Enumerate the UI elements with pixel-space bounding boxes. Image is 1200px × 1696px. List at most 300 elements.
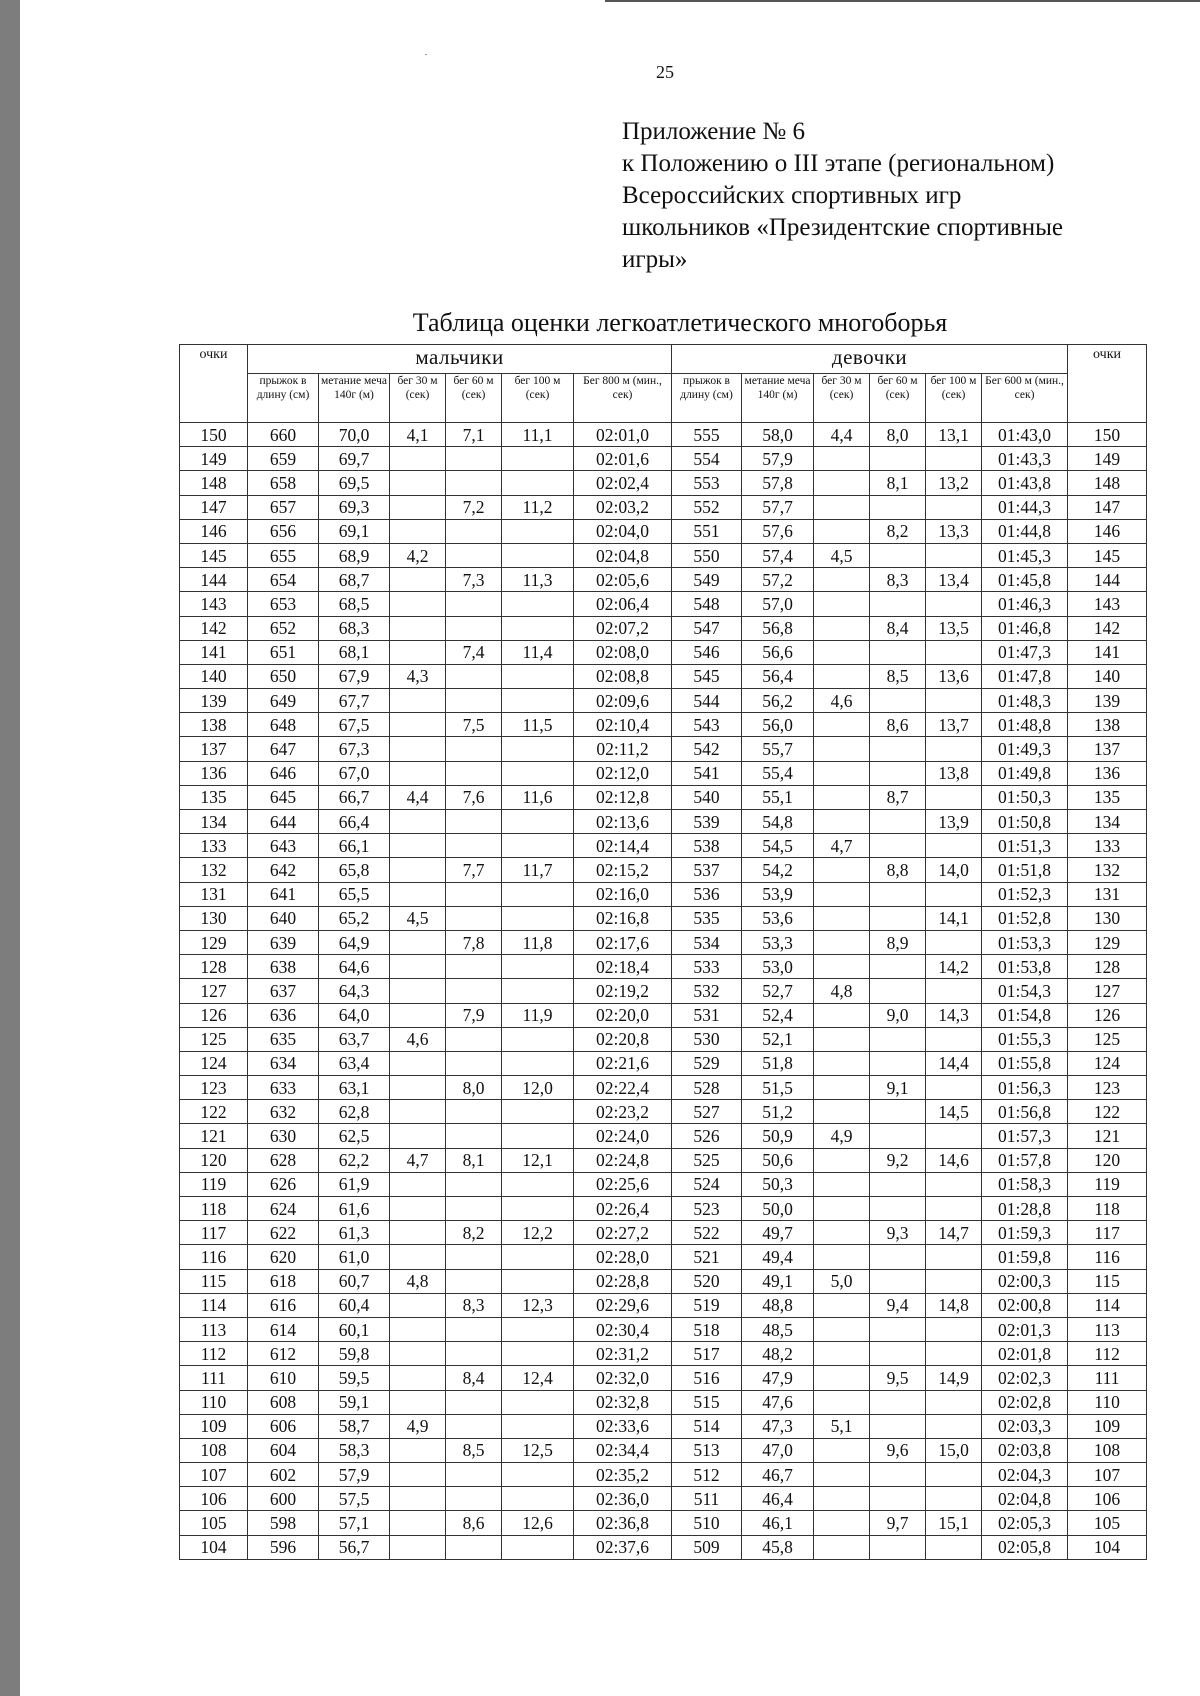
boys-column-header: метание меча 140г (м) [319,374,390,423]
table-cell: 4,1 [390,423,446,447]
table-cell [814,1100,870,1124]
table-cell [446,810,502,834]
table-cell: 12,6 [502,1511,574,1535]
table-cell [390,737,446,761]
boys-column-header: Бег 800 м (мин., сек) [574,374,672,423]
table-cell: 138 [180,713,248,737]
table-cell: 7,1 [446,423,502,447]
table-cell [870,1535,926,1559]
table-cell: 02:04,0 [574,519,672,543]
table-cell: 56,7 [319,1535,390,1559]
table-cell: 01:55,8 [982,1051,1068,1075]
table-cell: 48,2 [742,1342,814,1366]
table-cell: 118 [180,1197,248,1221]
table-cell: 01:45,3 [982,543,1068,567]
table-cell: 57,6 [742,519,814,543]
table-cell: 57,8 [742,471,814,495]
table-cell [814,1221,870,1245]
table-cell [446,471,502,495]
table-cell: 61,0 [319,1245,390,1269]
table-cell: 148 [1068,471,1147,495]
table-cell [502,1197,574,1221]
table-cell: 50,3 [742,1172,814,1196]
boys-column-header: бег 60 м (сек) [446,374,502,423]
table-cell: 529 [672,1051,742,1075]
table-cell [926,495,982,519]
table-cell [390,471,446,495]
table-cell: 02:17,6 [574,930,672,954]
table-cell: 117 [180,1221,248,1245]
table-cell [814,1027,870,1051]
table-cell: 9,4 [870,1293,926,1317]
table-cell [814,1511,870,1535]
table-cell: 511 [672,1487,742,1511]
table-row [180,1245,1147,1269]
table-cell: 115 [1068,1269,1147,1293]
table-cell: 106 [1068,1487,1147,1511]
table-cell [390,955,446,979]
table-cell [502,689,574,713]
table-cell: 65,8 [319,858,390,882]
table-cell: 01:45,8 [982,568,1068,592]
table-cell [390,1197,446,1221]
table-row [180,616,1147,640]
table-cell: 134 [1068,810,1147,834]
table-cell: 125 [1068,1027,1147,1051]
table-cell: 02:02,8 [982,1390,1068,1414]
table-row [180,1027,1147,1051]
table-cell [870,906,926,930]
table-cell: 13,3 [926,519,982,543]
table-cell: 14,6 [926,1148,982,1172]
table-cell: 69,3 [319,495,390,519]
table-cell: 126 [1068,1003,1147,1027]
table-row [180,1124,1147,1148]
table-cell: 148 [180,471,248,495]
table-cell [390,1487,446,1511]
table-row [180,1438,1147,1462]
table-cell: 65,2 [319,906,390,930]
table-cell: 9,0 [870,1003,926,1027]
girls-column-header: метание меча 140г (м) [742,374,814,423]
table-cell: 653 [248,592,319,616]
table-cell: 528 [672,1076,742,1100]
girls-column-header: Бег 600 м (мин., сек) [982,374,1068,423]
table-cell: 02:00,3 [982,1269,1068,1293]
table-cell: 02:14,4 [574,834,672,858]
table-cell [390,761,446,785]
table-cell [390,1172,446,1196]
table-cell [390,930,446,954]
table-cell: 11,5 [502,713,574,737]
table-cell [926,1269,982,1293]
table-cell: 554 [672,447,742,471]
table-cell: 145 [180,543,248,567]
table-cell: 521 [672,1245,742,1269]
table-cell: 02:04,3 [982,1463,1068,1487]
table-cell: 01:56,8 [982,1100,1068,1124]
table-cell: 8,6 [446,1511,502,1535]
table-cell: 63,4 [319,1051,390,1075]
table-cell: 68,3 [319,616,390,640]
table-cell: 4,9 [390,1414,446,1438]
table-cell: 131 [1068,882,1147,906]
table-cell [502,1172,574,1196]
table-cell: 12,5 [502,1438,574,1462]
table-cell [390,1390,446,1414]
table-cell: 57,4 [742,543,814,567]
table-cell [814,447,870,471]
table-cell: 8,3 [870,568,926,592]
table-row [180,640,1147,664]
table-cell: 4,2 [390,543,446,567]
scan-top-edge [605,0,1200,2]
table-cell [390,810,446,834]
table-cell: 49,1 [742,1269,814,1293]
table-cell: 4,3 [390,664,446,688]
table-cell: 02:28,8 [574,1269,672,1293]
table-cell [870,447,926,471]
table-cell [814,640,870,664]
table-row [180,834,1147,858]
table-cell: 01:49,3 [982,737,1068,761]
table-cell: 116 [1068,1245,1147,1269]
table-cell: 02:20,0 [574,1003,672,1027]
table-cell: 598 [248,1511,319,1535]
table-cell [446,1390,502,1414]
table-cell: 14,4 [926,1051,982,1075]
table-cell: 520 [672,1269,742,1293]
table-cell: 527 [672,1100,742,1124]
table-cell [870,1390,926,1414]
table-row [180,713,1147,737]
table-cell [446,1463,502,1487]
table-cell: 150 [180,423,248,447]
table-cell [926,1390,982,1414]
table-cell: 616 [248,1293,319,1317]
table-cell: 62,8 [319,1100,390,1124]
table-cell: 15,1 [926,1511,982,1535]
table-cell: 67,9 [319,664,390,688]
table-cell: 50,9 [742,1124,814,1148]
table-cell [870,495,926,519]
table-cell: 108 [1068,1438,1147,1462]
table-cell [446,1172,502,1196]
table-row [180,568,1147,592]
table-cell: 143 [180,592,248,616]
table-cell: 8,0 [446,1076,502,1100]
table-cell: 58,0 [742,423,814,447]
girls-column-header: бег 100 м (сек) [926,374,982,423]
table-cell: 131 [180,882,248,906]
table-cell: 56,4 [742,664,814,688]
table-cell [814,568,870,592]
table-cell: 124 [1068,1051,1147,1075]
table-cell [814,1003,870,1027]
table-cell: 647 [248,737,319,761]
table-cell: 104 [1068,1535,1147,1559]
table-cell: 650 [248,664,319,688]
table-cell [870,1197,926,1221]
table-cell [390,1438,446,1462]
table-row [180,1197,1147,1221]
table-cell [870,1100,926,1124]
table-cell: 109 [1068,1414,1147,1438]
table-cell: 125 [180,1027,248,1051]
table-cell: 129 [180,930,248,954]
table-cell [390,1051,446,1075]
table-cell [814,1197,870,1221]
table-cell: 02:00,8 [982,1293,1068,1317]
table-cell [870,1245,926,1269]
table-cell: 651 [248,640,319,664]
table-cell: 12,1 [502,1148,574,1172]
scan-left-edge [0,0,20,1696]
table-cell [446,1027,502,1051]
table-cell: 136 [1068,761,1147,785]
table-cell [446,1245,502,1269]
table-cell [502,1051,574,1075]
table-cell: 02:02,3 [982,1366,1068,1390]
table-cell: 01:59,8 [982,1245,1068,1269]
table-cell: 639 [248,930,319,954]
table-row [180,761,1147,785]
table-cell [390,979,446,1003]
table-cell: 544 [672,689,742,713]
table-cell: 120 [1068,1148,1147,1172]
table-cell [926,1027,982,1051]
table-cell [446,1487,502,1511]
table-cell: 643 [248,834,319,858]
appendix-heading [622,116,1182,276]
table-cell: 117 [1068,1221,1147,1245]
table-cell: 14,3 [926,1003,982,1027]
table-cell: 51,8 [742,1051,814,1075]
table-cell: 8,7 [870,785,926,809]
table-cell: 13,8 [926,761,982,785]
table-cell: 01:44,3 [982,495,1068,519]
table-cell [446,1317,502,1341]
table-cell: 8,9 [870,930,926,954]
table-cell [870,979,926,1003]
appendix-line: Всероссийских спортивных игр [622,182,962,209]
table-cell [870,737,926,761]
table-cell: 11,3 [502,568,574,592]
table-row [180,447,1147,471]
table-cell: 60,7 [319,1269,390,1293]
table-cell: 02:05,8 [982,1535,1068,1559]
table-row [180,1366,1147,1390]
table-cell: 02:35,2 [574,1463,672,1487]
table-cell [814,1317,870,1341]
table-cell [390,882,446,906]
table-cell [926,1076,982,1100]
table-row [180,471,1147,495]
table-cell [926,640,982,664]
table-cell [502,1463,574,1487]
table-cell: 5,0 [814,1269,870,1293]
table-cell: 8,1 [870,471,926,495]
table-row [180,1221,1147,1245]
table-cell [502,906,574,930]
table-cell: 02:19,2 [574,979,672,1003]
boys-column-header: прыжок в длину (см) [248,374,319,423]
table-cell: 57,2 [742,568,814,592]
table-cell: 635 [248,1027,319,1051]
table-cell: 01:28,8 [982,1197,1068,1221]
table-cell: 546 [672,640,742,664]
table-cell [926,1317,982,1341]
table-cell: 51,5 [742,1076,814,1100]
table-cell [814,1463,870,1487]
table-cell: 68,5 [319,592,390,616]
table-cell: 657 [248,495,319,519]
table-row [180,1269,1147,1293]
table-cell: 547 [672,616,742,640]
table-row [180,664,1147,688]
table-cell [502,834,574,858]
table-cell: 01:52,3 [982,882,1068,906]
table-cell [926,447,982,471]
table-cell: 660 [248,423,319,447]
table-cell: 149 [180,447,248,471]
table-cell [502,955,574,979]
table-cell: 56,2 [742,689,814,713]
table-cell: 518 [672,1317,742,1341]
table-cell: 02:21,6 [574,1051,672,1075]
table-cell: 620 [248,1245,319,1269]
table-cell [814,664,870,688]
table-cell: 530 [672,1027,742,1051]
table-cell: 13,5 [926,616,982,640]
table-cell: 132 [180,858,248,882]
table-cell: 4,7 [390,1148,446,1172]
table-cell: 02:16,8 [574,906,672,930]
table-cell: 02:30,4 [574,1317,672,1341]
table-cell: 624 [248,1197,319,1221]
table-cell: 628 [248,1148,319,1172]
table-cell [390,1463,446,1487]
table-cell: 02:32,0 [574,1366,672,1390]
table-cell: 8,5 [446,1438,502,1462]
table-cell: 69,1 [319,519,390,543]
table-cell: 59,5 [319,1366,390,1390]
table-cell: 526 [672,1124,742,1148]
table-cell: 02:12,0 [574,761,672,785]
table-cell: 13,1 [926,423,982,447]
table-cell [390,713,446,737]
table-cell: 4,9 [814,1124,870,1148]
table-cell [502,1100,574,1124]
table-cell [870,834,926,858]
table-cell [502,979,574,1003]
table-cell: 01:47,8 [982,664,1068,688]
table-cell: 108 [180,1438,248,1462]
table-cell [870,1487,926,1511]
table-cell [502,1390,574,1414]
table-cell: 141 [1068,640,1147,664]
table-cell [446,882,502,906]
table-row [180,423,1147,447]
header-row-groups [180,345,1147,374]
table-cell [926,930,982,954]
table-cell: 01:59,3 [982,1221,1068,1245]
table-cell: 138 [1068,713,1147,737]
girls-column-header: прыжок в длину (см) [672,374,742,423]
table-cell: 509 [672,1535,742,1559]
appendix-line: игры» [622,246,688,273]
table-cell [446,592,502,616]
table-cell [814,1535,870,1559]
table-cell [502,761,574,785]
table-cell: 144 [180,568,248,592]
table-cell: 8,0 [870,423,926,447]
table-cell: 524 [672,1172,742,1196]
table-cell: 553 [672,471,742,495]
table-cell: 52,1 [742,1027,814,1051]
table-row [180,882,1147,906]
table-cell [814,810,870,834]
table-cell: 600 [248,1487,319,1511]
table-cell: 02:36,0 [574,1487,672,1511]
table-cell [502,810,574,834]
table-cell: 8,3 [446,1293,502,1317]
table-cell: 53,0 [742,955,814,979]
table-cell: 114 [1068,1293,1147,1317]
table-row [180,785,1147,809]
table-cell [870,1124,926,1148]
table-cell [814,1051,870,1075]
table-cell: 105 [1068,1511,1147,1535]
table-cell: 121 [180,1124,248,1148]
table-cell: 02:20,8 [574,1027,672,1051]
table-cell: 64,6 [319,955,390,979]
table-cell: 644 [248,810,319,834]
table-cell: 14,8 [926,1293,982,1317]
table-cell: 11,6 [502,785,574,809]
table-cell [926,592,982,616]
table-cell: 13,4 [926,568,982,592]
table-cell [502,616,574,640]
table-cell: 14,1 [926,906,982,930]
table-cell: 7,5 [446,713,502,737]
table-cell [390,1342,446,1366]
table-cell [390,616,446,640]
table-cell: 124 [180,1051,248,1075]
table-cell: 61,3 [319,1221,390,1245]
table-cell: 105 [180,1511,248,1535]
table-cell [390,1511,446,1535]
table-cell: 8,5 [870,664,926,688]
table-cell: 52,4 [742,1003,814,1027]
table-cell: 4,6 [390,1027,446,1051]
table-cell: 02:12,8 [574,785,672,809]
table-cell: 56,0 [742,713,814,737]
table-cell [926,882,982,906]
table-cell [814,785,870,809]
table-cell: 02:01,3 [982,1317,1068,1341]
table-row [180,543,1147,567]
table-cell: 13,2 [926,471,982,495]
table-cell: 54,5 [742,834,814,858]
table-row [180,1414,1147,1438]
table-cell: 58,3 [319,1438,390,1462]
table-cell: 02:05,6 [574,568,672,592]
table-cell [446,1414,502,1438]
table-cell [446,761,502,785]
table-cell: 150 [1068,423,1147,447]
table-cell: 63,7 [319,1027,390,1051]
